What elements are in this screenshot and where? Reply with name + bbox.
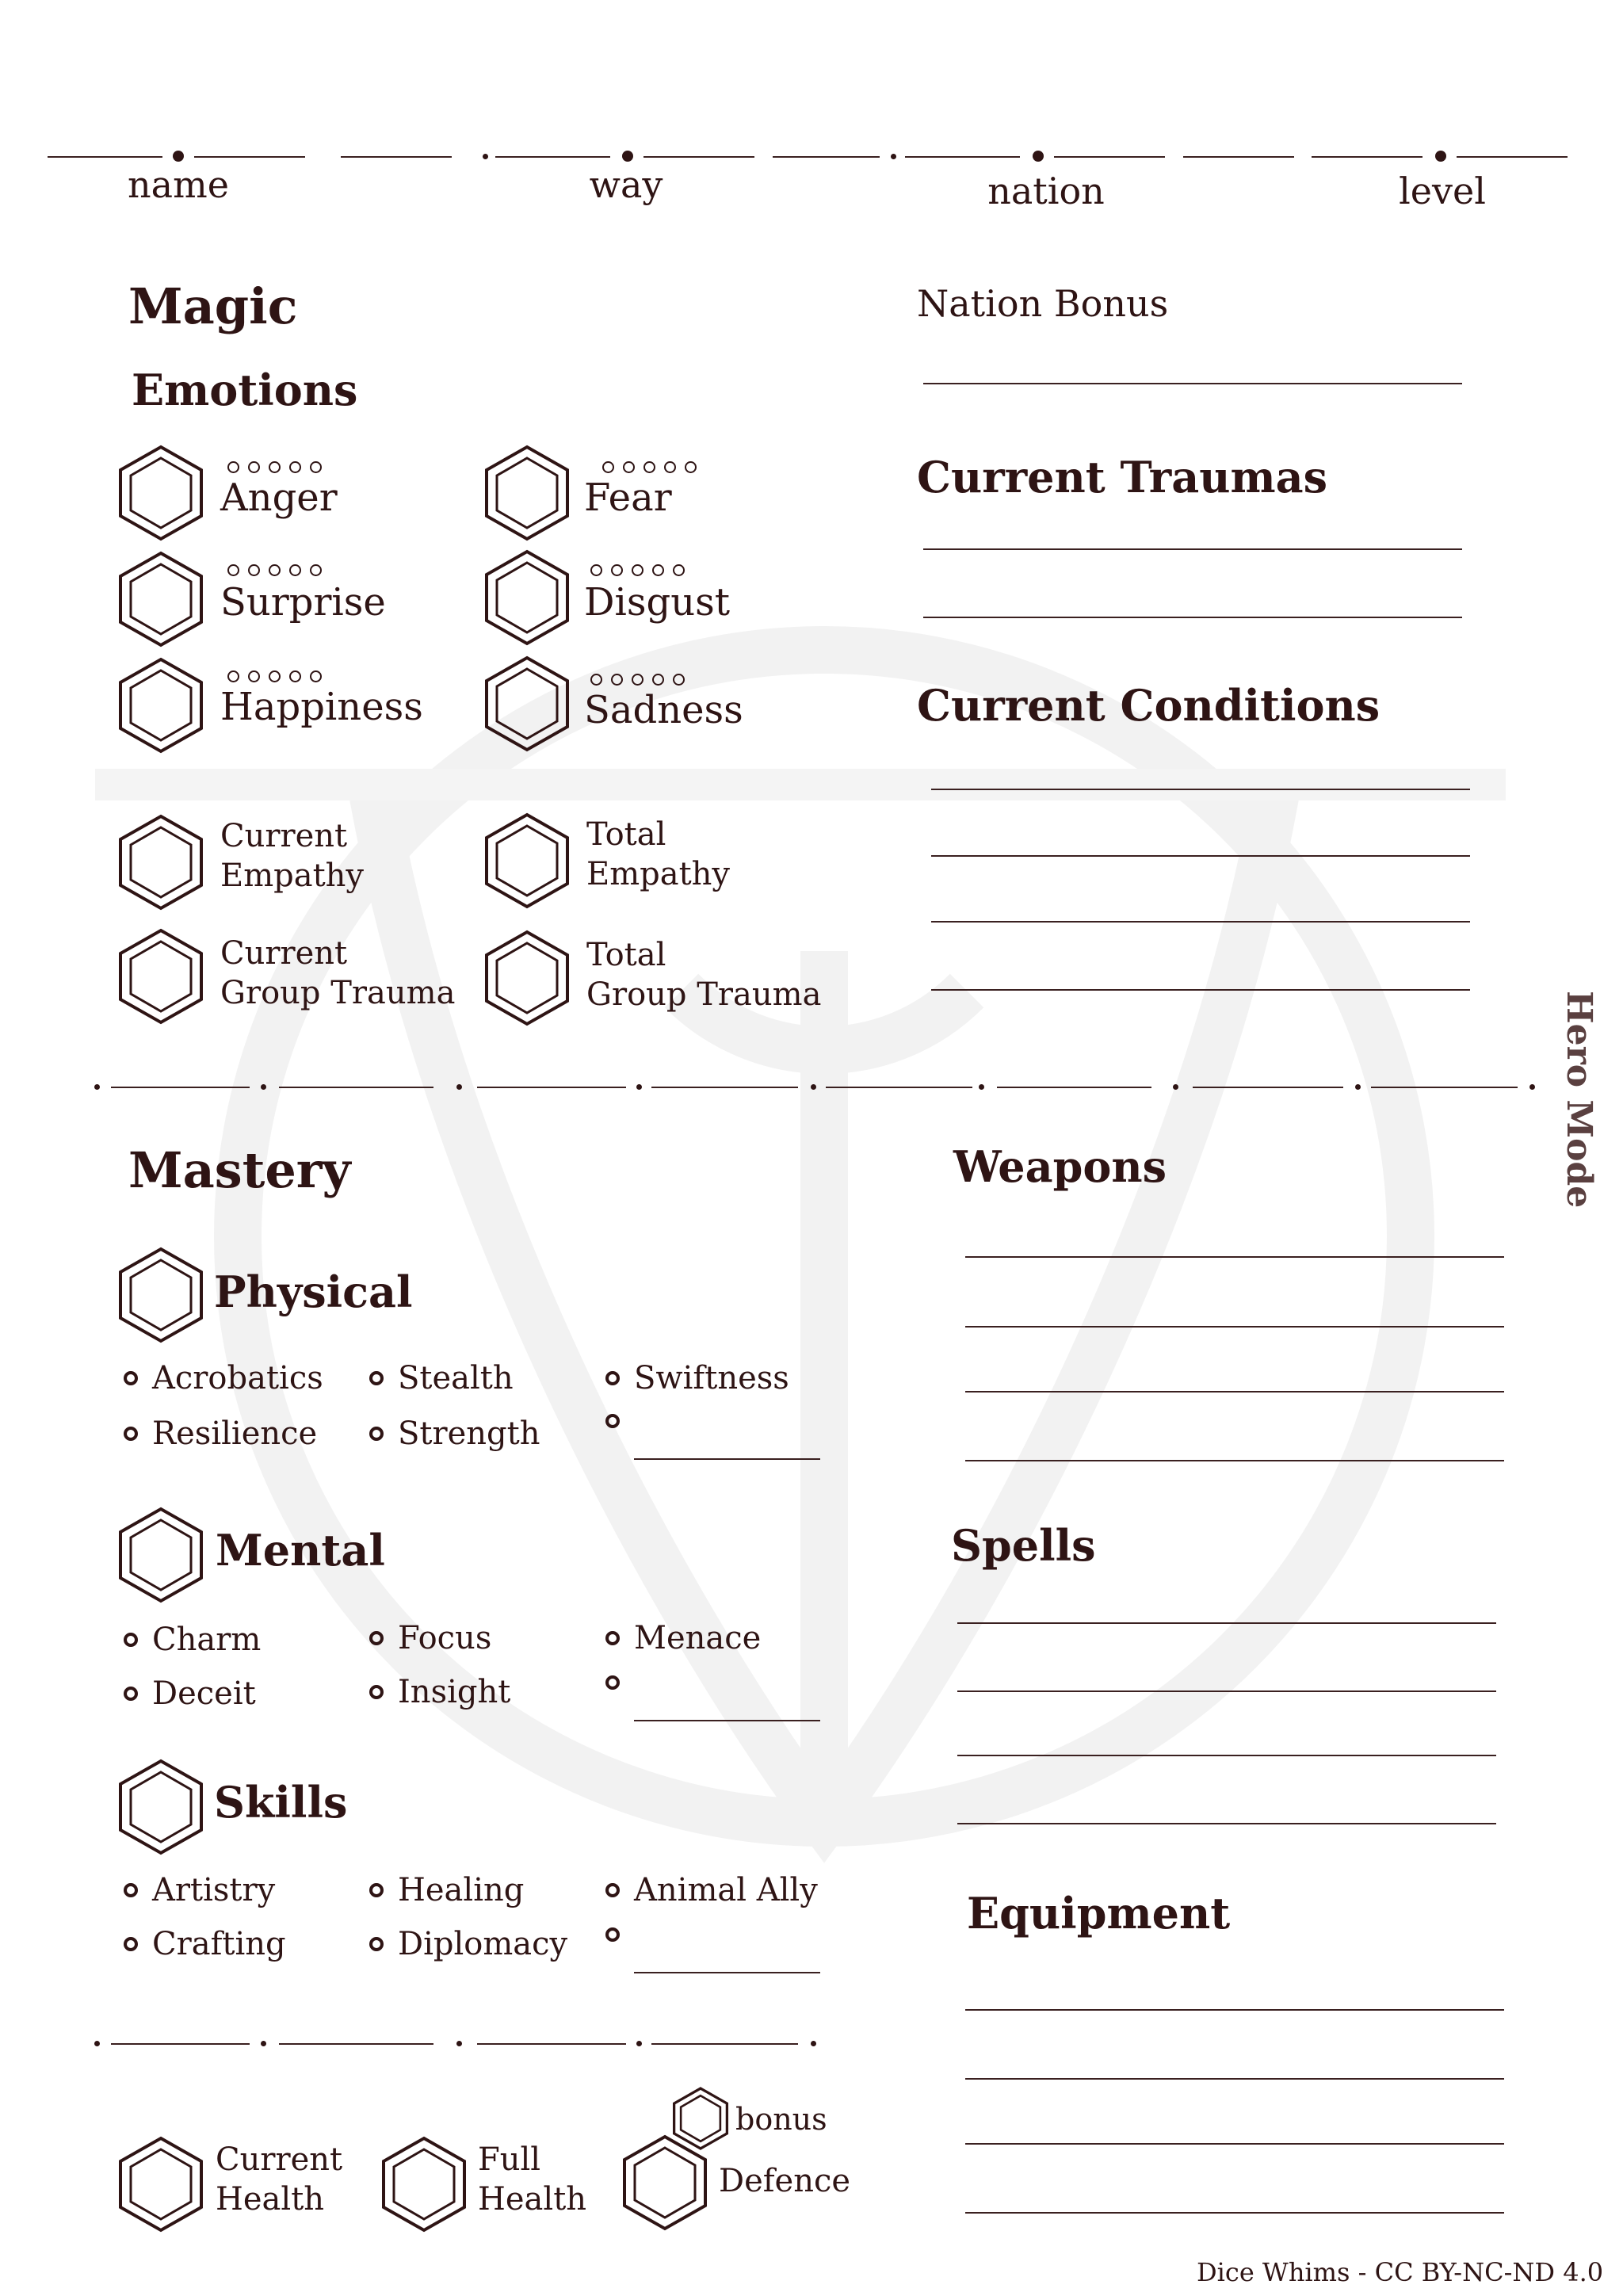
defence-label: Defence	[719, 2163, 851, 2199]
anger-pips[interactable]	[227, 461, 322, 473]
mental-title: Mental	[216, 1525, 385, 1576]
happiness-pips[interactable]	[227, 670, 322, 682]
full-health-label: Full Health	[478, 2141, 587, 2218]
defence-hex-icon[interactable]	[621, 2134, 708, 2232]
equipment-line[interactable]	[965, 2143, 1504, 2145]
current-group-trauma-hex-icon[interactable]	[117, 927, 204, 1026]
footer-credit: Dice Whims - CC BY-NC-ND 4.0	[1197, 2257, 1604, 2287]
weapon-line[interactable]	[965, 1460, 1504, 1461]
condition-line[interactable]	[931, 789, 1470, 790]
current-traumas-title: Current Traumas	[917, 452, 1327, 502]
nation-bonus-title: Nation Bonus	[917, 282, 1169, 325]
defence-bonus-label: bonus	[735, 2102, 827, 2137]
condition-line[interactable]	[931, 855, 1470, 857]
mastery-title: Mastery	[128, 1141, 351, 1199]
name-field-label: name	[128, 163, 229, 206]
equipment-line[interactable]	[965, 2009, 1504, 2011]
sadness-label: Sadness	[584, 688, 743, 732]
skill-swiftness[interactable]: Swiftness	[605, 1360, 789, 1396]
level-field-label: level	[1399, 170, 1486, 212]
current-empathy-label: Current Empathy	[220, 818, 365, 894]
equipment-title: Equipment	[967, 1888, 1231, 1939]
skill-custom-mental[interactable]	[605, 1675, 634, 1690]
total-group-trauma-hex-icon[interactable]	[483, 929, 571, 1027]
trauma-line[interactable]	[923, 617, 1462, 618]
skill-menace[interactable]: Menace	[605, 1620, 761, 1656]
total-empathy-hex-icon[interactable]	[483, 812, 571, 910]
mental-hex-icon[interactable]	[117, 1506, 204, 1604]
nation-field-label: nation	[987, 170, 1105, 212]
skill-focus[interactable]: Focus	[369, 1620, 491, 1656]
fear-hex-icon[interactable]	[483, 444, 571, 542]
spell-line[interactable]	[957, 1755, 1496, 1756]
spell-line[interactable]	[957, 1823, 1496, 1824]
current-health-hex-icon[interactable]	[117, 2135, 204, 2233]
weapons-title: Weapons	[953, 1141, 1167, 1192]
surprise-pips[interactable]	[227, 564, 322, 576]
skill-diplomacy[interactable]: Diplomacy	[369, 1926, 567, 1962]
skills-hex-icon[interactable]	[117, 1758, 204, 1856]
weapon-line[interactable]	[965, 1256, 1504, 1258]
anger-hex-icon[interactable]	[117, 444, 204, 542]
trauma-line[interactable]	[923, 548, 1462, 550]
skill-custom-physical[interactable]	[605, 1414, 634, 1428]
surprise-hex-icon[interactable]	[117, 550, 204, 648]
current-conditions-title: Current Conditions	[917, 680, 1381, 731]
surprise-label: Surprise	[220, 580, 386, 625]
condition-line[interactable]	[931, 989, 1470, 991]
way-field-label: way	[589, 163, 663, 206]
current-group-trauma-label: Current Group Trauma	[220, 935, 456, 1011]
current-empathy-hex-icon[interactable]	[117, 813, 204, 911]
fear-label: Fear	[584, 476, 672, 520]
skill-custom-skills[interactable]	[605, 1927, 634, 1942]
weapon-line[interactable]	[965, 1326, 1504, 1328]
fear-pips[interactable]	[602, 461, 697, 473]
custom-skills-line[interactable]	[634, 1972, 820, 1973]
skill-charm[interactable]: Charm	[124, 1622, 261, 1658]
custom-mental-line[interactable]	[634, 1720, 820, 1721]
anger-label: Anger	[220, 476, 338, 520]
full-health-hex-icon[interactable]	[380, 2135, 468, 2233]
spell-line[interactable]	[957, 1622, 1496, 1624]
sadness-pips[interactable]	[590, 674, 685, 686]
equipment-line[interactable]	[965, 2212, 1504, 2214]
magic-title: Magic	[128, 277, 298, 335]
skill-animal-ally[interactable]: Animal Ally	[605, 1872, 818, 1908]
equipment-line[interactable]	[965, 2078, 1504, 2080]
emotions-title: Emotions	[132, 365, 358, 415]
skill-healing[interactable]: Healing	[369, 1872, 524, 1908]
skill-stealth[interactable]: Stealth	[369, 1360, 514, 1396]
spell-line[interactable]	[957, 1690, 1496, 1692]
nation-bonus-line[interactable]	[923, 383, 1462, 384]
disgust-label: Disgust	[584, 580, 731, 625]
skill-strength[interactable]: Strength	[369, 1415, 540, 1452]
physical-hex-icon[interactable]	[117, 1246, 204, 1344]
physical-title: Physical	[214, 1266, 413, 1317]
disgust-pips[interactable]	[590, 564, 685, 576]
skill-acrobatics[interactable]: Acrobatics	[124, 1360, 323, 1396]
disgust-hex-icon[interactable]	[483, 548, 571, 647]
spells-title: Spells	[951, 1520, 1096, 1571]
hero-mode-label: Hero Mode	[1559, 991, 1599, 1209]
skills-title: Skills	[214, 1777, 348, 1828]
current-health-label: Current Health	[216, 2141, 343, 2218]
condition-line[interactable]	[931, 921, 1470, 923]
skill-artistry[interactable]: Artistry	[124, 1872, 275, 1908]
total-group-trauma-label: Total Group Trauma	[586, 937, 822, 1013]
custom-physical-line[interactable]	[634, 1458, 820, 1460]
weapon-line[interactable]	[965, 1391, 1504, 1392]
happiness-label: Happiness	[220, 685, 423, 729]
skill-crafting[interactable]: Crafting	[124, 1926, 286, 1962]
sadness-hex-icon[interactable]	[483, 655, 571, 753]
total-empathy-label: Total Empathy	[586, 816, 731, 892]
skill-insight[interactable]: Insight	[369, 1674, 510, 1710]
happiness-hex-icon[interactable]	[117, 656, 204, 755]
skill-deceit[interactable]: Deceit	[124, 1675, 256, 1712]
skill-resilience[interactable]: Resilience	[124, 1415, 317, 1452]
